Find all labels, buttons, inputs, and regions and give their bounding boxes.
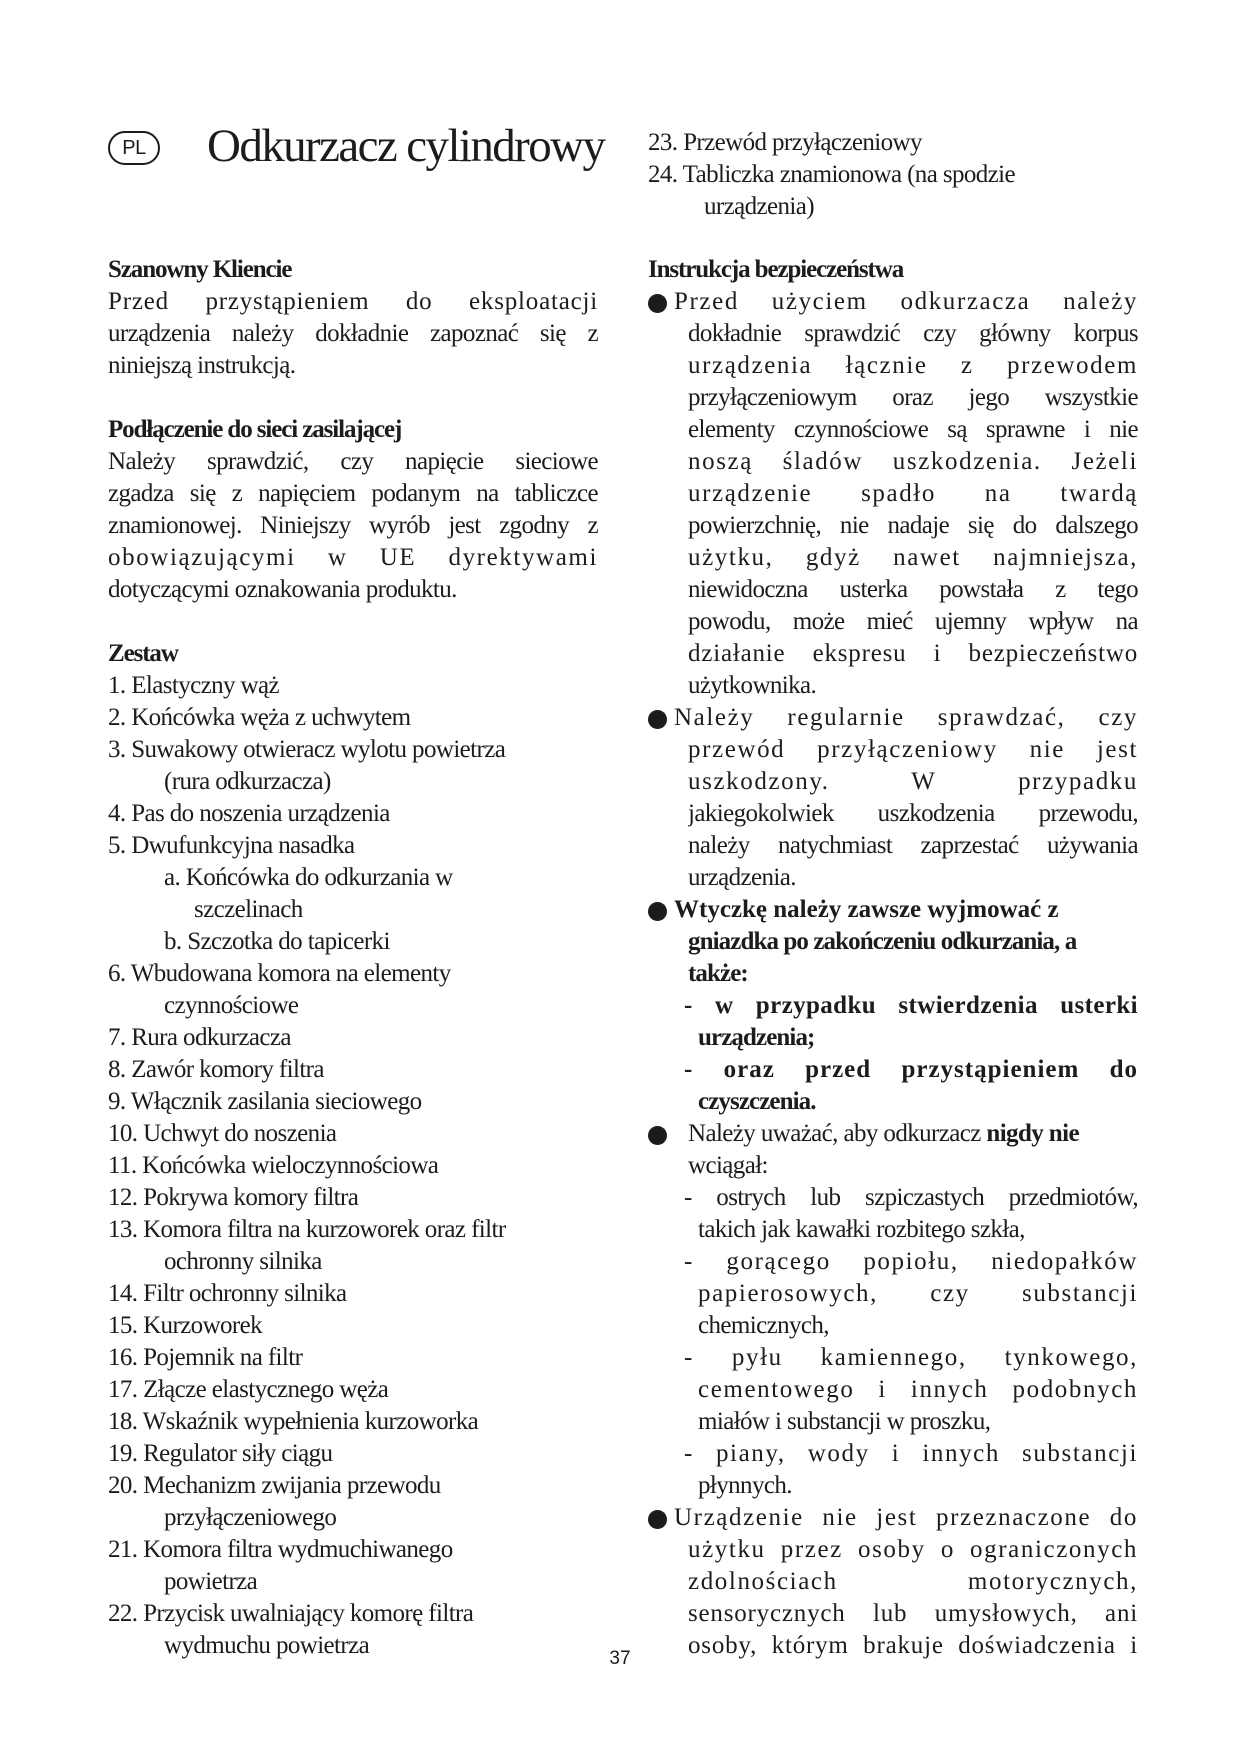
kit-heading: Zestaw [108, 640, 178, 667]
page-number: 37 [609, 1648, 631, 1669]
kit-subitem: a. Końcówka do odkurzania w [164, 864, 453, 891]
safety-emphasis: nigdy nie [986, 1120, 1079, 1147]
power-line: znamionowej. Niniejszy wyrób jest zgodny z [108, 512, 598, 539]
greeting-line: Przed przystąpieniem do eksploatacji [108, 288, 598, 315]
kit-item: 11. Końcówka wieloczynnościowa [108, 1152, 439, 1179]
kit-item: 13. Komora filtra na kurzoworek oraz filtr [108, 1216, 506, 1243]
safety-line: Należy regularnie sprawdzać, czy [674, 704, 1138, 731]
greeting-heading: Szanowny Kliencie [108, 256, 292, 283]
safety-line: urządzenia łącznie z przewodem [688, 352, 1138, 379]
language-badge: PL [108, 131, 160, 165]
kit-item-continuation: wydmuchu powietrza [164, 1632, 370, 1659]
safety-line-bold: czyszczenia. [698, 1088, 816, 1115]
safety-line-bold: - oraz przed przystąpieniem do [684, 1056, 1138, 1083]
safety-line: przewód przyłączeniowy nie jest [688, 736, 1138, 763]
safety-line: miałów i substancji w proszku, [698, 1408, 991, 1435]
kit-item: 9. Włącznik zasilania sieciowego [108, 1088, 422, 1115]
safety-line: - piany, wody i innych substancji [684, 1440, 1138, 1467]
safety-line: użytkownika. [688, 672, 817, 699]
kit-item: 15. Kurzoworek [108, 1312, 263, 1339]
kit-item: 8. Zawór komory filtra [108, 1056, 324, 1083]
safety-line: zdolnościach motorycznych, [688, 1568, 1138, 1595]
safety-line: przyłączeniowym oraz jego wszystkie [688, 384, 1138, 411]
safety-line: jakiegokolwiek uszkodzenia przewodu, [688, 800, 1138, 827]
kit-item-continuation: (rura odkurzacza) [164, 768, 331, 795]
power-line: dotyczącymi oznakowania produktu. [108, 576, 457, 603]
safety-line: Przed użyciem odkurzacza należy [674, 288, 1138, 315]
document-title: Odkurzacz cylindrowy [207, 120, 605, 172]
kit-item: 4. Pas do noszenia urządzenia [108, 800, 390, 827]
kit-item: 24. Tabliczka znamionowa (na spodzie [648, 161, 1016, 188]
safety-line: elementy czynnościowe są sprawne i nie [688, 416, 1138, 443]
safety-line: wciągał: [688, 1152, 768, 1179]
bullet-icon [648, 1510, 667, 1529]
power-line: obowiązującymi w UE dyrektywami [108, 544, 598, 571]
safety-line: - ostrych lub szpiczastych przedmiotów, [684, 1184, 1138, 1211]
safety-line: urządzenia. [688, 864, 796, 891]
safety-line: Urządzenie nie jest przeznaczone do [674, 1504, 1138, 1531]
kit-item: 22. Przycisk uwalniający komorę filtra [108, 1600, 474, 1627]
kit-item: 1. Elastyczny wąż [108, 672, 279, 699]
kit-item: 23. Przewód przyłączeniowy [648, 129, 922, 156]
kit-item-continuation: ochronny silnika [164, 1248, 322, 1275]
safety-line: takich jak kawałki rozbitego szkła, [698, 1216, 1025, 1243]
kit-item: 10. Uchwyt do noszenia [108, 1120, 337, 1147]
safety-line: należy natychmiast zaprzestać używania [688, 832, 1138, 859]
kit-item-continuation: czynnościowe [164, 992, 299, 1019]
kit-item-continuation: powietrza [164, 1568, 258, 1595]
bullet-icon [648, 710, 667, 729]
kit-item: 12. Pokrywa komory filtra [108, 1184, 359, 1211]
kit-item: 18. Wskaźnik wypełnienia kurzoworka [108, 1408, 479, 1435]
safety-line: noszą śladów uszkodzenia. Jeżeli [688, 448, 1138, 475]
safety-line: powodu, może mieć ujemny wpływ na [688, 608, 1138, 635]
safety-line: niewidoczna usterka powstała z tego [688, 576, 1138, 603]
kit-subitem: b. Szczotka do tapicerki [164, 928, 390, 955]
safety-line-bold: - w przypadku stwierdzenia usterki [684, 992, 1138, 1019]
kit-item-continuation: urządzenia) [704, 193, 814, 220]
safety-line-bold: urządzenia; [698, 1024, 815, 1051]
kit-item: 21. Komora filtra wydmuchiwanego [108, 1536, 453, 1563]
safety-line: osoby, którym brakuje doświadczenia i [688, 1632, 1138, 1659]
safety-line: użytku, gdyż nawet najmniejsza, [688, 544, 1138, 571]
safety-line: płynnych. [698, 1472, 792, 1499]
safety-heading: Instrukcja bezpieczeństwa [648, 256, 904, 283]
kit-item: 6. Wbudowana komora na elementy [108, 960, 451, 987]
safety-line: użytku przez osoby o ograniczonych [688, 1536, 1138, 1563]
kit-item: 2. Końcówka węża z uchwytem [108, 704, 411, 731]
safety-line [688, 1118, 1138, 1150]
bullet-icon [648, 1126, 667, 1145]
safety-line: - pyłu kamiennego, tynkowego, [684, 1344, 1138, 1371]
kit-item: 3. Suwakowy otwieracz wylotu powietrza [108, 736, 506, 763]
safety-line: dokładnie sprawdzić czy główny korpus [688, 320, 1138, 347]
kit-item: 17. Złącze elastycznego węża [108, 1376, 389, 1403]
greeting-line: urządzenia należy dokładnie zapoznać się z [108, 320, 598, 347]
safety-line: cementowego i innych podobnych [698, 1376, 1138, 1403]
safety-line: - gorącego popiołu, niedopałków [684, 1248, 1138, 1275]
power-line: zgadza się z napięciem podanym na tabliczce [108, 480, 598, 507]
power-heading: Podłączenie do sieci zasilającej [108, 416, 402, 443]
safety-text: Należy uważać, aby odkurzacz [688, 1120, 987, 1147]
kit-item: 20. Mechanizm zwijania przewodu [108, 1472, 441, 1499]
bullet-icon [648, 294, 667, 313]
safety-line-bold: gniazdka po zakończeniu odkurzania, a [688, 928, 1077, 955]
safety-line: powierzchnię, nie nadaje się do dalszego [688, 512, 1138, 539]
kit-subitem-continuation: szczelinach [194, 896, 303, 923]
safety-line: uszkodzony. W przypadku [688, 768, 1138, 795]
safety-line-bold: Wtyczkę należy zawsze wyjmować z [674, 896, 1059, 923]
kit-item: 14. Filtr ochronny silnika [108, 1280, 347, 1307]
kit-item: 7. Rura odkurzacza [108, 1024, 291, 1051]
greeting-line: niniejszą instrukcją. [108, 352, 296, 379]
safety-line: działanie ekspresu i bezpieczeństwo [688, 640, 1138, 667]
safety-line: urządzenie spadło na twardą [688, 480, 1138, 507]
kit-item: 19. Regulator siły ciągu [108, 1440, 333, 1467]
safety-line: papierosowych, czy substancji [698, 1280, 1138, 1307]
safety-line: chemicznych, [698, 1312, 829, 1339]
safety-line: sensorycznych lub umysłowych, ani [688, 1600, 1138, 1627]
power-line: Należy sprawdzić, czy napięcie sieciowe [108, 448, 598, 475]
bullet-icon [648, 902, 667, 921]
safety-line-bold: także: [688, 960, 748, 987]
kit-item: 16. Pojemnik na filtr [108, 1344, 303, 1371]
kit-item-continuation: przyłączeniowego [164, 1504, 337, 1531]
kit-item: 5. Dwufunkcyjna nasadka [108, 832, 355, 859]
